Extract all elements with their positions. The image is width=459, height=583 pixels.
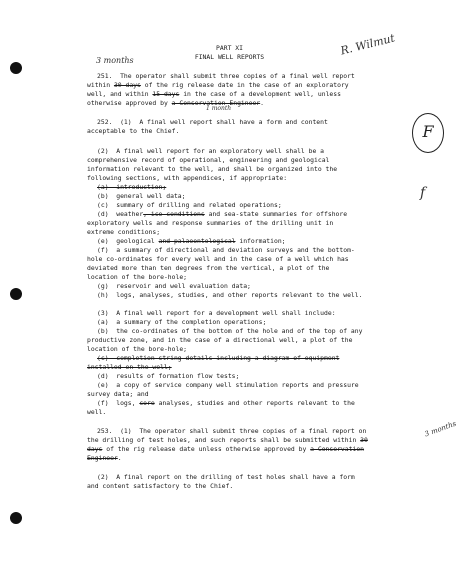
s252-3-line-1: (3) A final well report for a development well shall include: xyxy=(97,309,336,317)
s252-3-item-d: (d) results of formation flow tests; xyxy=(97,372,240,380)
s252-2-item-f-line-3: deviated more than ten degrees from the vertical, a plot of the xyxy=(87,264,330,272)
handwritten-signature: R. Wilmut xyxy=(339,31,397,58)
s252-3-item-c-line-1: (c) completion string details including a diagram of equipment xyxy=(97,354,340,362)
circled-annotation: F xyxy=(412,113,444,153)
binder-hole-middle xyxy=(10,288,22,300)
s252-3-item-b-line-2: productive zone, and in the case of a directional well, a plot of the xyxy=(87,336,353,344)
s252-2-item-f-line-4: location of the bore-hole; xyxy=(87,273,188,281)
s252-2-item-c: (c) summary of drilling and related operations; xyxy=(97,201,282,209)
s251-line-2: within 30 days of the rig release date in the case of an exploratory xyxy=(87,81,349,89)
handwritten-note-inline: 1 month xyxy=(206,105,232,112)
s253-1-line-1: 253. (1) The operator shall submit three copies of a final report on xyxy=(97,427,367,435)
s251-line-4: otherwise approved by a Conservation Engineer. xyxy=(87,99,265,107)
s252-3-item-f-line-2: well. xyxy=(87,408,107,416)
part-heading: PART XI xyxy=(216,44,243,52)
s252-3-item-a: (a) a summary of the completion operations; xyxy=(97,318,267,326)
s253-1-line-4: Engineer. xyxy=(87,454,122,462)
s251-line-1: 251. The operator shall submit three copies of a final well report xyxy=(97,72,355,80)
s252-2-line-2: comprehensive record of operational, engineering and geological xyxy=(87,156,330,164)
s252-2-item-e: (e) geological and palaeontological information; xyxy=(97,237,286,245)
s252-2-item-b: (b) general well data; xyxy=(97,192,186,200)
s253-1-line-3: days of the rig release date unless otherwise approved by a Conservation xyxy=(87,445,365,453)
s252-3-item-c-line-2: installed on the well; xyxy=(87,363,172,371)
s252-2-item-a: (a) introduction; xyxy=(97,183,167,191)
s252-2-item-f-line-2: hole co-ordinates for every well and in the case of a well which has xyxy=(87,255,349,263)
s252-2-item-d-line-1: (d) weather, ice conditions and sea-state summaries for offshore xyxy=(97,210,348,218)
s252-2-item-d-line-3: extreme conditions; xyxy=(87,228,161,236)
handwritten-note-top-left: 3 months xyxy=(96,56,134,65)
s252-2-item-f-line-1: (f) a summary of directional and deviation surveys and the bottom- xyxy=(97,246,355,254)
s252-3-item-b-line-1: (b) the co-ordinates of the bottom of the hole and of the top of any xyxy=(97,327,363,335)
s251-line-3: well, and within 15 days in the case of a development well, unless xyxy=(87,90,341,98)
s252-2-item-d-line-2: exploratory wells and response summaries of the drilling unit in xyxy=(87,219,334,227)
s252-2-item-h: (h) logs, analyses, studies, and other reports relevant to the well. xyxy=(97,291,363,299)
s252-2-item-g: (g) reservoir and well evaluation data; xyxy=(97,282,251,290)
s253-1-line-2: the drilling of test holes, and such reports shall be submitted within 30 xyxy=(87,436,368,444)
s253-2-line-1: (2) A final report on the drilling of test holes shall have a form xyxy=(97,473,355,481)
handwritten-note-margin-f: f xyxy=(420,185,426,201)
binder-hole-top xyxy=(10,62,22,74)
s252-3-item-e-line-2: survey data; and xyxy=(87,390,149,398)
s252-1-line-1: 252. (1) A final well report shall have a form and content xyxy=(97,118,328,126)
s253-2-line-2: and content satisfactory to the Chief. xyxy=(87,482,234,490)
s252-3-item-f-line-1: (f) logs, core analyses, studies and other reports relevant to the xyxy=(97,399,355,407)
s252-2-line-3: information relevant to the well, and shall be organized into the xyxy=(87,165,338,173)
handwritten-note-margin: 3 months xyxy=(423,419,458,439)
s252-2-line-4: following sections, with appendices, if appropriate: xyxy=(87,174,288,182)
binder-hole-bottom xyxy=(10,512,22,524)
s252-3-item-b-line-3: location of the bore-hole; xyxy=(87,345,188,353)
s252-2-line-1: (2) A final well report for an exploratory well shall be a xyxy=(97,147,325,155)
s252-1-line-2: acceptable to the Chief. xyxy=(87,127,180,135)
s252-3-item-e-line-1: (e) a copy of service company well stimulation reports and pressure xyxy=(97,381,359,389)
section-title: FINAL WELL REPORTS xyxy=(194,53,265,61)
